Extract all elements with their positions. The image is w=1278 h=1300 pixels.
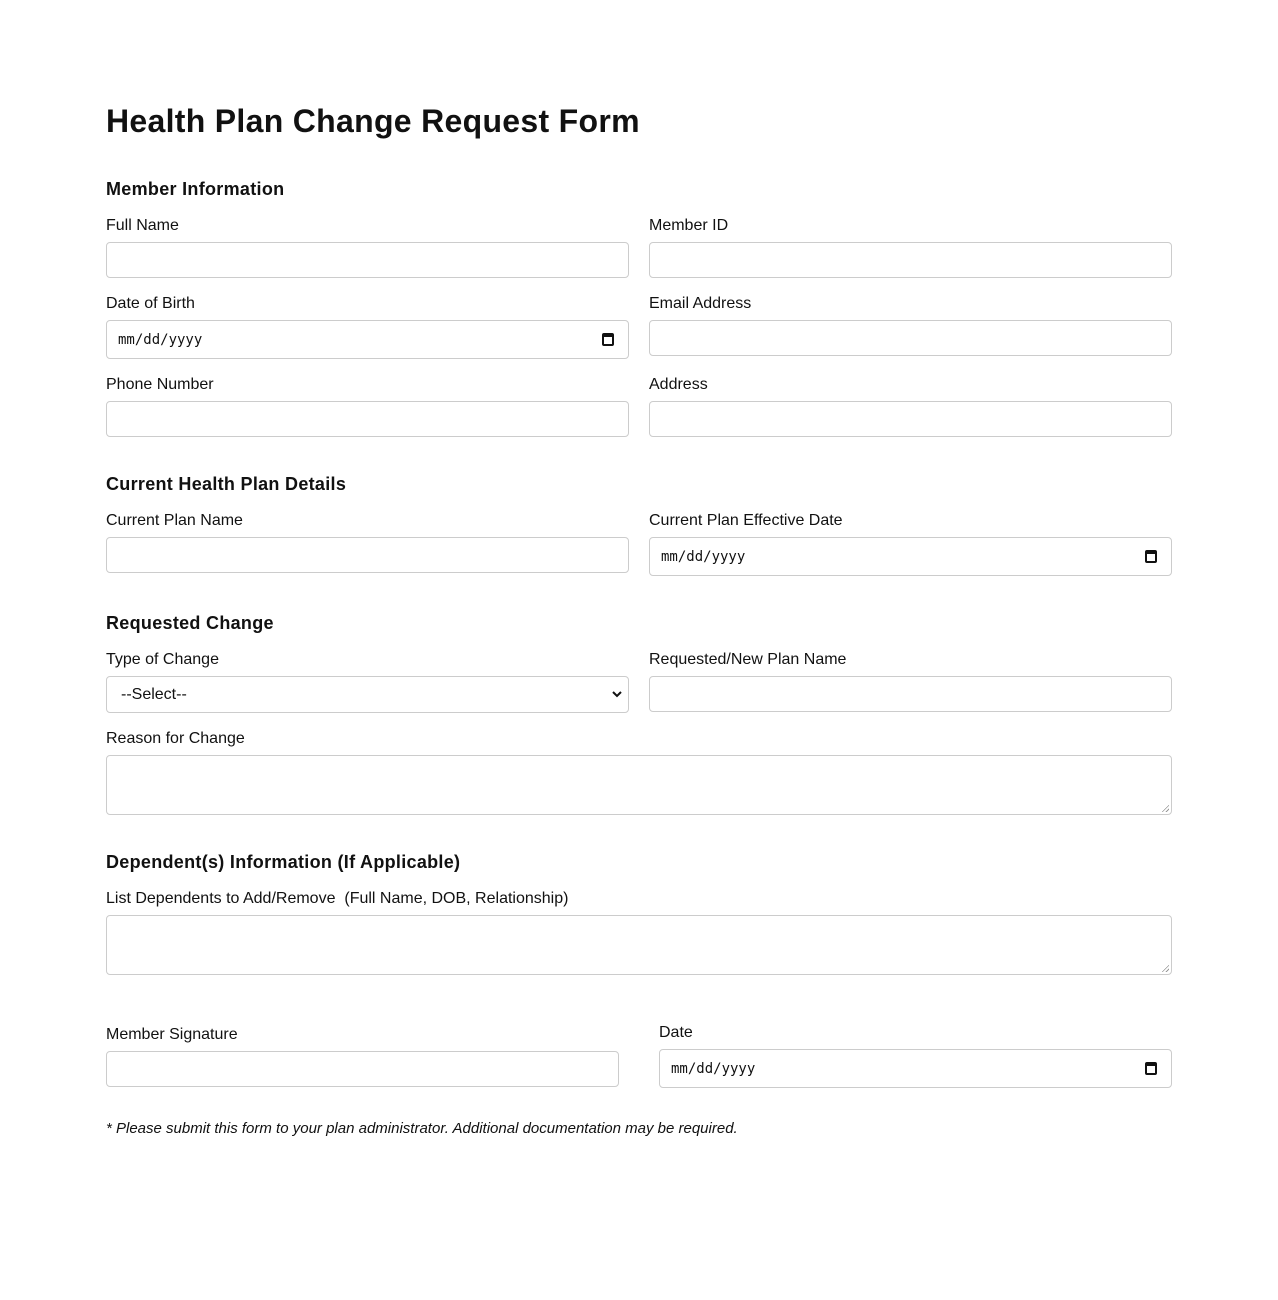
section-heading-requested: Requested Change [106, 613, 274, 633]
full-name-input[interactable] [106, 242, 629, 278]
resize-handle-icon[interactable] [1161, 804, 1169, 812]
calendar-icon[interactable] [1145, 1062, 1157, 1075]
dependents-textarea[interactable] [106, 915, 1172, 975]
date-placeholder: mm/dd/yyyy [671, 1060, 756, 1077]
member-id-input[interactable] [649, 242, 1172, 278]
type-of-change-label: Type of Change [106, 651, 219, 668]
current-plan-name-input[interactable] [106, 537, 629, 573]
select-value: --Select-- [121, 685, 187, 703]
member-id-label: Member ID [649, 217, 729, 234]
signature-input[interactable] [106, 1051, 619, 1087]
dob-label: Date of Birth [106, 295, 195, 312]
effective-date-input[interactable] [649, 537, 1172, 576]
section-heading-member: Member Information [106, 179, 285, 199]
chevron-down-icon [612, 691, 622, 698]
phone-input[interactable] [106, 401, 629, 437]
calendar-icon[interactable] [602, 333, 614, 346]
current-plan-name-label: Current Plan Name [106, 512, 243, 529]
address-input[interactable] [649, 401, 1172, 437]
phone-label: Phone Number [106, 376, 214, 393]
full-name-label: Full Name [106, 217, 179, 234]
reason-label: Reason for Change [106, 730, 245, 747]
signature-date-input[interactable] [659, 1049, 1172, 1088]
section-heading-current: Current Health Plan Details [106, 474, 347, 494]
signature-date-label: Date [659, 1024, 693, 1041]
dependents-label: List Dependents to Add/Remove (Full Name, DOB, Relationship) [106, 890, 569, 907]
signature-label: Member Signature [106, 1026, 238, 1043]
address-label: Address [649, 376, 708, 393]
new-plan-input[interactable] [649, 676, 1172, 712]
effective-date-label: Current Plan Effective Date [649, 512, 843, 529]
email-label: Email Address [649, 295, 752, 312]
section-heading-dependents: Dependent(s) Information (If Applicable) [106, 852, 461, 872]
date-placeholder: mm/dd/yyyy [661, 548, 746, 565]
resize-handle-icon[interactable] [1161, 964, 1169, 972]
submission-note: * Please submit this form to your plan administrator. Additional documentation may be required. [106, 1120, 738, 1137]
dob-input[interactable] [106, 320, 629, 359]
email-input[interactable] [649, 320, 1172, 356]
page-title: Health Plan Change Request Form [106, 103, 640, 139]
reason-textarea[interactable] [106, 755, 1172, 815]
new-plan-label: Requested/New Plan Name [649, 651, 847, 668]
type-of-change-select[interactable] [106, 676, 629, 713]
date-placeholder: mm/dd/yyyy [118, 331, 203, 348]
calendar-icon[interactable] [1145, 550, 1157, 563]
